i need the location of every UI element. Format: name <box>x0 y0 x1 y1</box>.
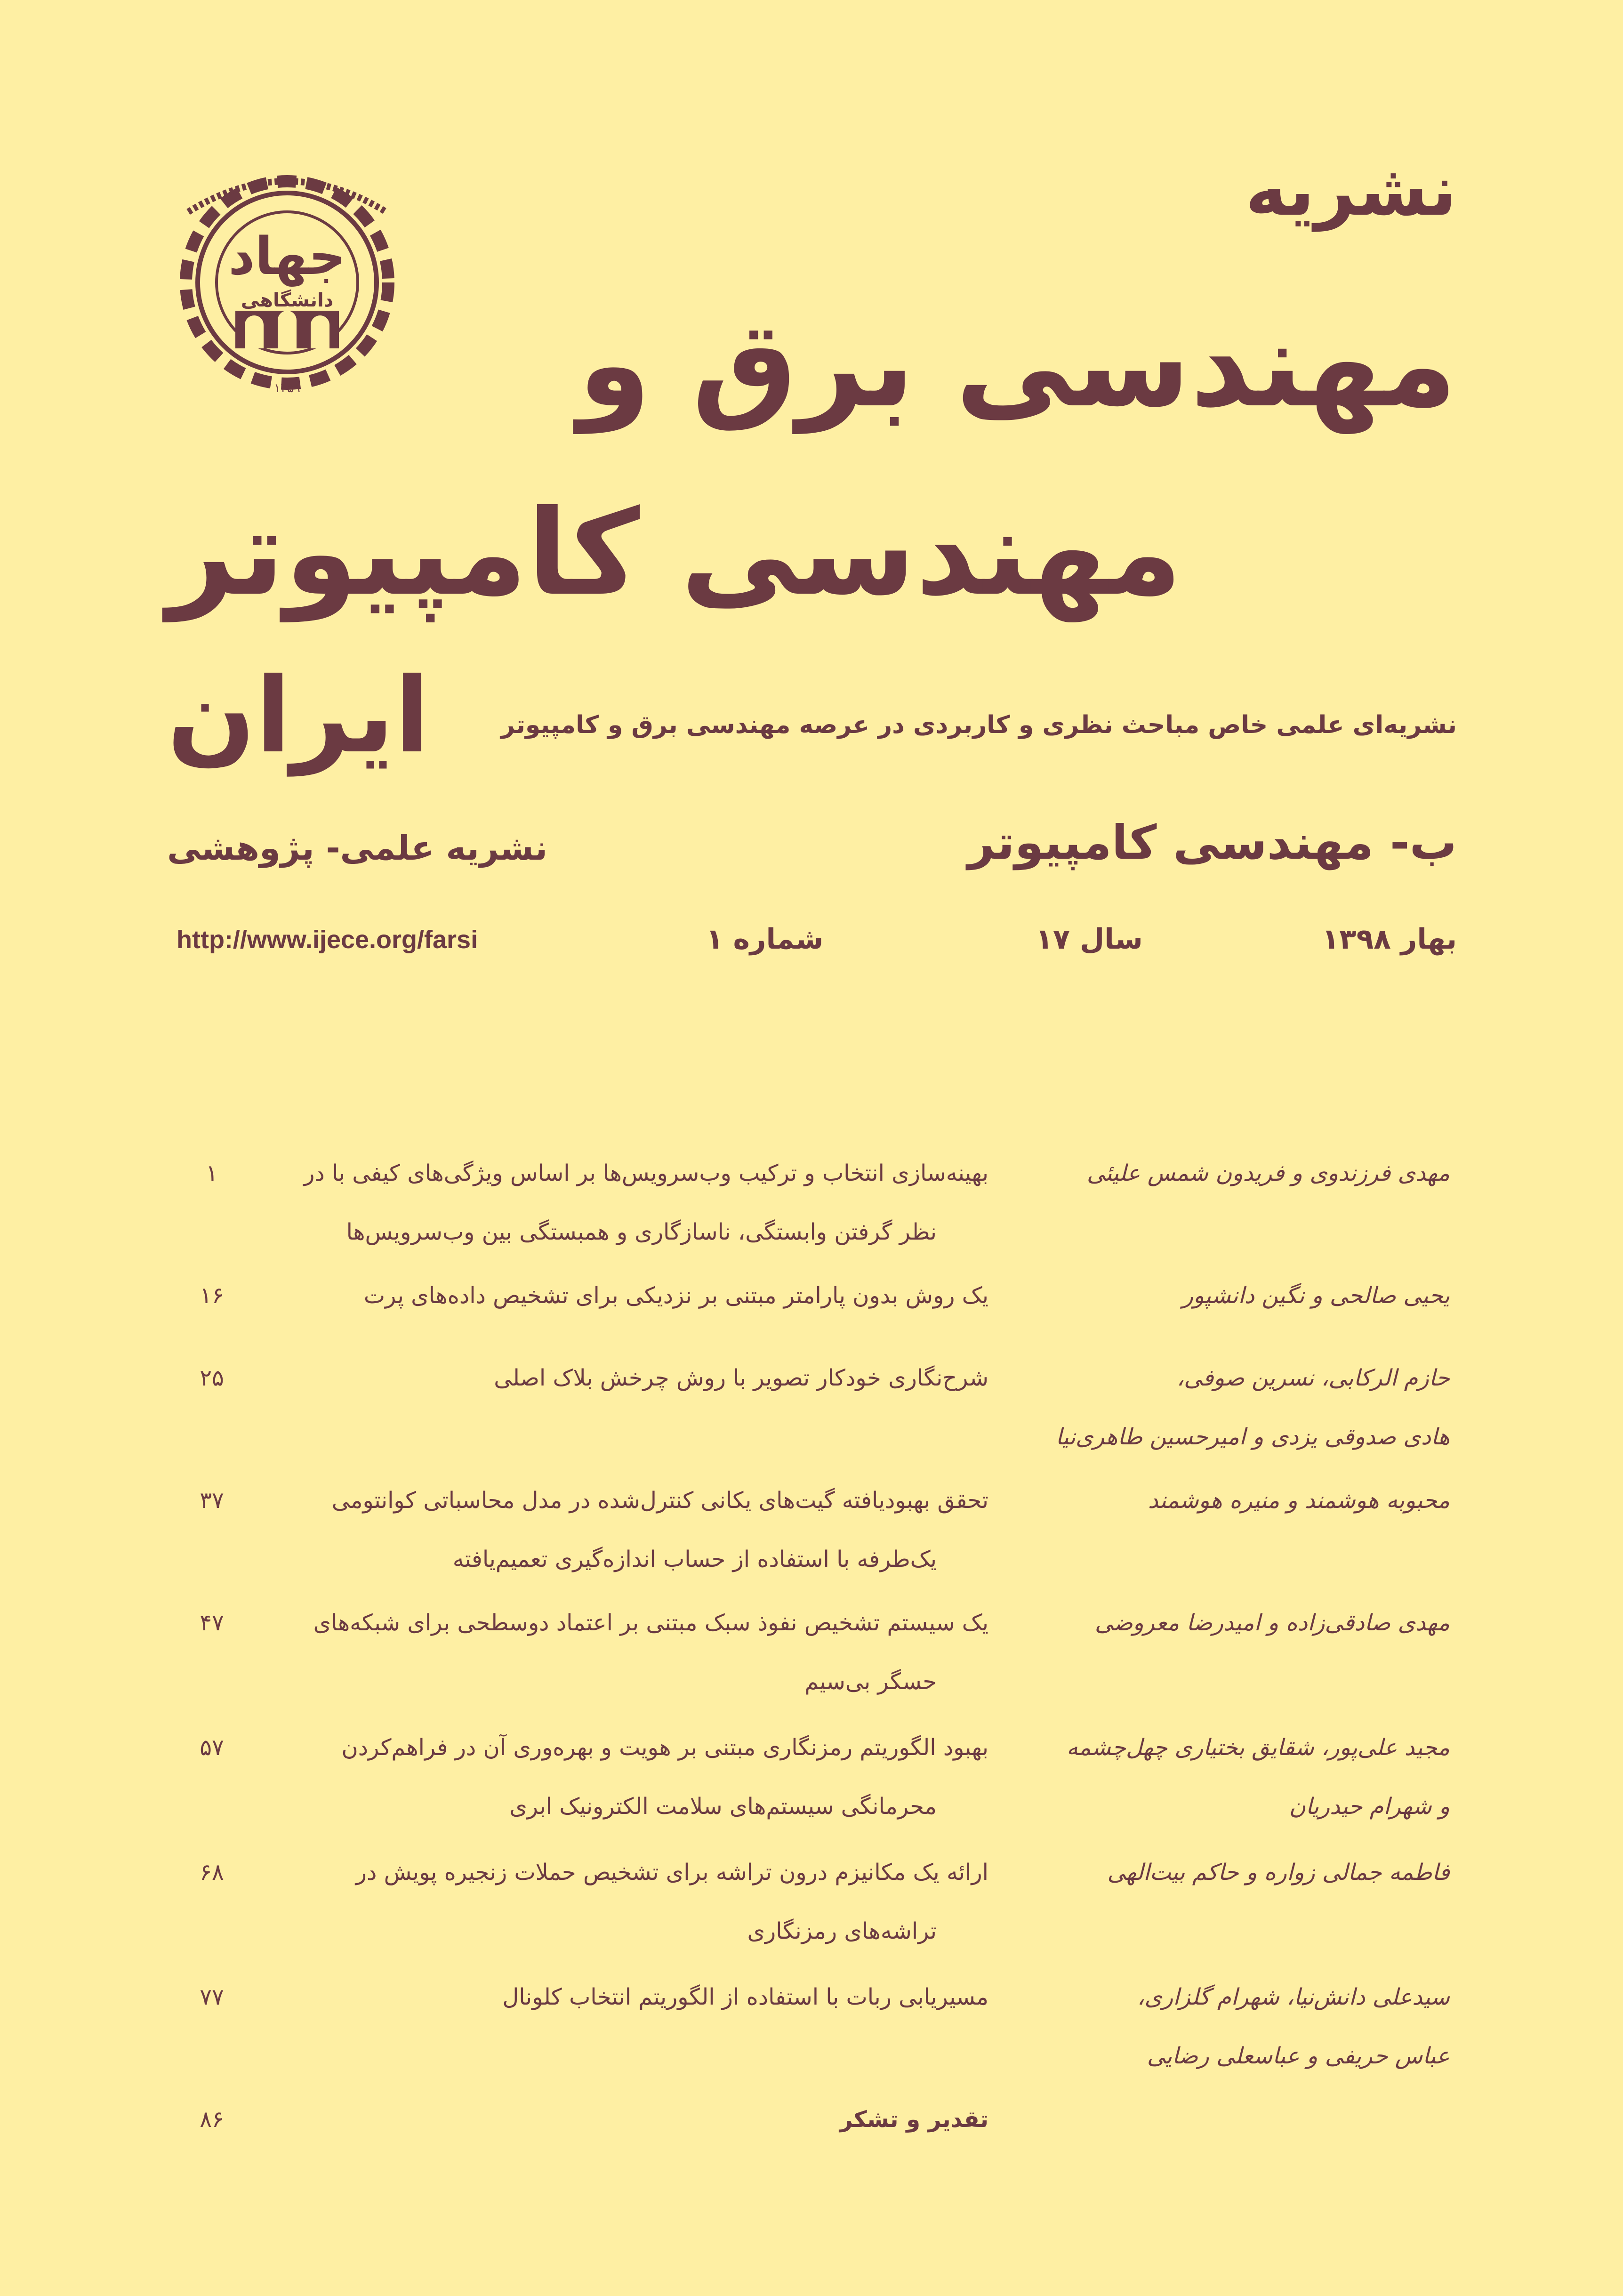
logo-subname: دانشگاهی <box>241 290 334 311</box>
toc-page-number: ۱ <box>206 1160 218 1186</box>
logo-name: جهاد <box>228 226 346 286</box>
toc-page-number: ۶۸ <box>200 1859 224 1885</box>
section-title: ب- مهندسی کامپیوتر <box>967 815 1457 870</box>
journal-label: نشریه <box>1245 150 1457 232</box>
journal-title-line3: ایران <box>167 655 430 776</box>
toc-page-number: ۸۶ <box>200 2106 224 2133</box>
toc-title: مسیریابی ربات با استفاده از الگوریتم انتخاب کلونال <box>502 1984 988 2010</box>
issue-season: بهار ۱۳۹۸ <box>1322 923 1457 956</box>
toc-authors: سیدعلی دانش‌نیا، شهرام گلزاری، عباس حریفی و عباسعلی رضایی <box>1137 1984 1450 2069</box>
toc-authors: مهدی صادقی‌زاده و امیدرضا معروضی <box>1094 1610 1450 1636</box>
toc-title: بهینه‌سازی انتخاب و ترکیب وب‌سرویس‌ها بر اساس ویژگی‌های کیفی با در نظر گرفتن وابستگی، ناسازگاری و همبستگی بین وب‌سرویس‌ها <box>304 1160 988 1245</box>
toc-page-number: ۵۷ <box>200 1734 224 1761</box>
toc-authors: مهدی فرزندوی و فریدون شمس علیئی <box>1086 1160 1450 1186</box>
journal-subtitle: نشریه‌ای علمی خاص مباحث نظری و کاربردی در عرصه مهندسی برق و کامپیوتر <box>500 711 1457 739</box>
jahad-daneshgahi-logo <box>169 155 405 400</box>
journal-title-line1: مهندسی برق و <box>578 296 1457 433</box>
toc-authors: حازم الرکابی، نسرین صوفی، هادی صدوقی یزدی و امیرحسین طاهری‌نیا <box>1055 1365 1450 1450</box>
toc-authors: یحیی صالحی و نگین دانشپور <box>1182 1282 1450 1309</box>
toc-page-number: ۷۷ <box>200 1984 224 2010</box>
journal-url-link[interactable]: http://www.ijece.org/farsi <box>177 926 478 954</box>
journal-type: نشریه علمی- پژوهشی <box>167 828 548 868</box>
toc-page-number: ۲۵ <box>200 1365 224 1391</box>
toc-title: بهبود الگوریتم رمزنگاری مبتنی بر هویت و بهره‌وری آن در فراهم‌کردن محرمانگی سیستم‌های سلامت الکترونیک ابری <box>341 1734 988 1820</box>
toc-page-number: ۳۷ <box>200 1487 224 1514</box>
toc-title: تحقق بهبودیافته گیت‌های یکانی کنترل‌شده در مدل محاسباتی کوانتومی یک‌طرفه با استفاده از حساب اندازه‌گیری تعمیم‌یافته <box>331 1487 988 1572</box>
toc-title: تقدیر و تشکر <box>839 2106 988 2133</box>
issue-number: شماره ۱ <box>706 923 824 956</box>
toc-authors: مجید علی‌پور، شقایق بختیاری چهل‌چشمه و شهرام حیدریان <box>1066 1734 1450 1820</box>
toc-title: شرح‌نگاری خودکار تصویر با روش چرخش بلاک اصلی <box>494 1365 988 1391</box>
journal-title-line2: مهندسی کامپیوتر <box>167 484 1182 621</box>
toc-page-number: ۴۷ <box>200 1610 224 1636</box>
toc-authors: محبوبه هوشمند و منیره هوشمند <box>1148 1487 1450 1514</box>
toc-title: ارائه یک مکانیزم درون تراشه برای تشخیص حملات زنجیره پویش در تراشه‌های رمزنگاری <box>355 1859 988 1944</box>
toc-authors: فاطمه جمالی زواره و حاکم بیت‌الهی <box>1107 1859 1450 1885</box>
toc-title: یک سیستم تشخیص نفوذ سبک مبتنی بر اعتماد دوسطحی برای شبکه‌های حسگر بی‌سیم <box>313 1610 988 1695</box>
issue-volume: سال ۱۷ <box>1036 923 1143 956</box>
logo-year: ۱۳۵۹ <box>274 381 300 395</box>
toc-title: یک روش بدون پارامتر مبتنی بر نزدیکی برای تشخیص داده‌های پرت <box>363 1282 988 1309</box>
toc-page-number: ۱۶ <box>200 1282 224 1309</box>
